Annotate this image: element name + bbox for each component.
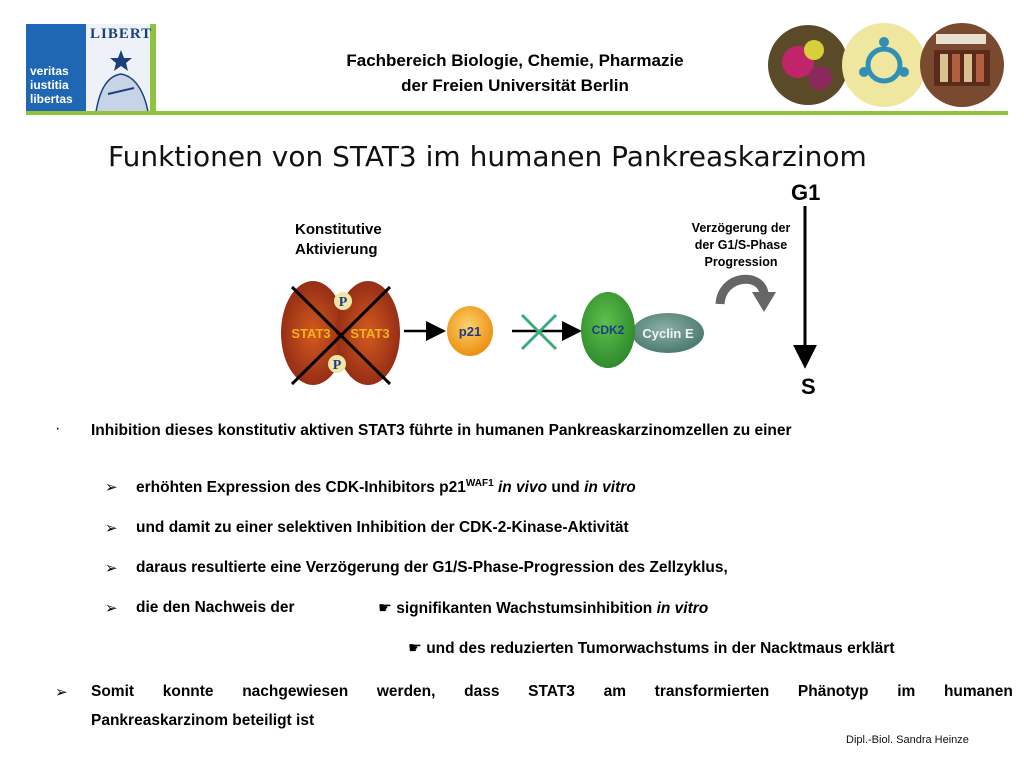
in-vitro-text: in vitro	[584, 479, 636, 497]
point-g1s-delay: daraus resultierte eine Verzögerung der G1/S-Phase-Progression des Zellzyklus,	[136, 559, 728, 576]
in-vivo-text: in vivo	[493, 479, 548, 497]
stat3-right-label: STAT3	[350, 326, 390, 341]
department-line-2: der Freien Universität Berlin	[401, 76, 629, 95]
logo-motto-line: veritas	[30, 64, 69, 78]
und-text: und	[547, 479, 585, 497]
conclusion-line-2: Pankreaskarzinom beteiligt ist	[91, 712, 315, 729]
delay-curved-arrowhead	[752, 292, 776, 312]
conclusion-word: Somit	[91, 683, 135, 700]
s-phase-label: S	[801, 374, 816, 399]
conclusion-word: werden,	[376, 683, 436, 700]
waf1-superscript: WAF1	[465, 478, 494, 489]
growth-inhibition-text: signifikanten Wachstumsinhibition	[391, 600, 657, 617]
arrow-bullet-icon: ➢	[105, 600, 118, 617]
arrow-bullet-icon: ➢	[105, 520, 118, 537]
p21-expression-text: erhöhten Expression des CDK-Inhibitors p21	[136, 479, 466, 497]
cyclin-e-label: Cyclin E	[642, 326, 694, 341]
logo-motto-line: libertas	[30, 92, 73, 106]
constitutive-line-1: Konstitutive	[295, 221, 382, 238]
bullet-dot: ·	[55, 420, 61, 437]
author-footer: Dipl.-Biol. Sandra Heinze	[846, 734, 969, 746]
conclusion-word: dass	[464, 683, 500, 700]
slide-title: Funktionen von STAT3 im humanen Pankreaskarzinom	[108, 140, 867, 173]
conclusion-word: konnte	[162, 683, 214, 700]
pointing-hand-icon: ☛	[408, 640, 422, 657]
tumor-growth-text: und des reduzierten Tumorwachstums in der Nacktmaus erklärt	[421, 640, 895, 657]
point-growth-inhibition	[378, 599, 708, 618]
phospho-bottom-label: P	[332, 358, 342, 373]
cdk2-label: CDK2	[591, 323, 625, 337]
in-vitro-text: in vitro	[656, 600, 709, 617]
delay-line-3: Progression	[704, 255, 778, 269]
arrow-bullet-icon: ➢	[55, 684, 68, 701]
conclusion-word: am	[603, 683, 626, 700]
conclusion-word: transformierten	[654, 683, 770, 700]
point-tumor-growth	[408, 639, 895, 658]
p21-label: p21	[458, 324, 482, 339]
point-p21-expression	[136, 478, 636, 497]
conclusion-word: im	[897, 683, 916, 700]
pointing-hand-icon: ☛	[378, 600, 392, 617]
point-cdk2-inhibition: und damit zu einer selektiven Inhibition der CDK-2-Kinase-Aktivität	[136, 519, 629, 536]
inhibition-statement: Inhibition dieses konstitutiv aktiven STAT3 führte in humanen Pankreaskarzinomzellen zu einer	[91, 422, 792, 439]
conclusion-word: Phänotyp	[797, 683, 869, 700]
conclusion-line-1	[91, 683, 1013, 701]
phospho-top-label: P	[338, 295, 348, 310]
conclusion-word: nachgewiesen	[242, 683, 349, 700]
constitutive-activation-label	[295, 220, 382, 260]
delay-line-1: Verzögerung der	[691, 221, 791, 235]
delay-line-2: der G1/S-Phase	[694, 238, 788, 252]
arrow-bullet-icon: ➢	[105, 479, 118, 496]
g1-phase-label: G1	[791, 180, 821, 205]
constitutive-line-2: Aktivierung	[295, 241, 378, 258]
arrow-bullet-icon: ➢	[105, 560, 118, 577]
delay-label	[676, 220, 806, 271]
department-line-1: Fachbereich Biologie, Chemie, Pharmazie	[346, 51, 684, 70]
point-evidence: die den Nachweis der	[136, 599, 295, 616]
logo-motto-line: iustitia	[30, 78, 69, 92]
stat3-left-label: STAT3	[291, 326, 331, 341]
logo-liberty-word: LIBERT	[90, 26, 153, 42]
conclusion-word: humanen	[943, 683, 1013, 700]
conclusion-word: STAT3	[528, 683, 575, 700]
